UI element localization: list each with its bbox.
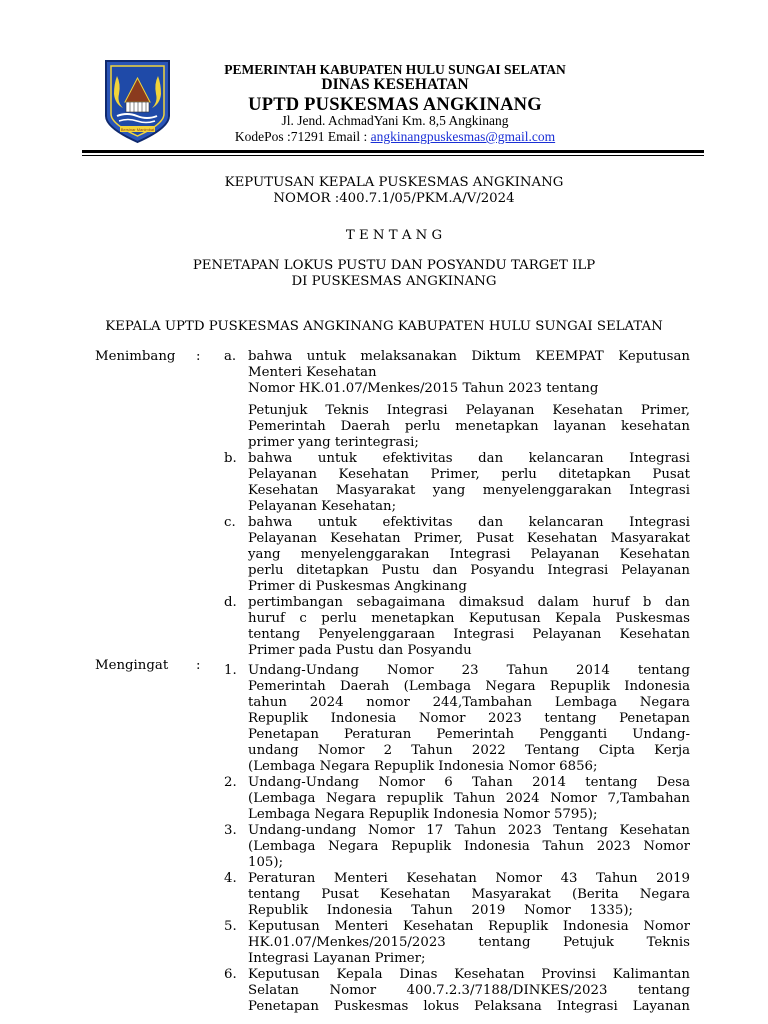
menimbang-marker-b: b. — [224, 451, 237, 466]
decree-number: NOMOR :400.7.1/05/PKM.A/V/2024 — [273, 191, 515, 206]
agency-name: DINAS KESEHATAN — [321, 76, 469, 93]
mengingat-5-line: Integrasi Layanan Primer; — [248, 951, 426, 966]
address: Jl. Jend. AchmadYani Km. 8,5 Angkinang — [281, 113, 509, 128]
menimbang-b-line: Kesehatan Masyarakat yang menyelenggarakan Integrasi — [248, 483, 690, 498]
menimbang-a-line: Nomor HK.01.07/Menkes/2015 Tahun 2023 tentang — [248, 381, 599, 396]
mengingat-3-line: Undang-undang Nomor 17 Tahun 2023 Tentang Kesehatan — [248, 823, 690, 838]
mengingat-marker-5: 5. — [224, 919, 237, 934]
menimbang-d-line: huruf c perlu menetapkan Keputusan Kepala Puskesmas — [248, 611, 690, 626]
mengingat-1-line: Penetapan Peraturan Pemerintah Pengganti Undang- — [248, 727, 690, 742]
mengingat-1-line: Repuplik Indonesia Nomor 2023 tentang Penetapan — [248, 711, 690, 726]
tentang-heading: T E N T A N G — [345, 228, 443, 243]
authority-line: KEPALA UPTD PUSKESMAS ANGKINANG KABUPATEN HULU SUNGAI SELATAN — [105, 319, 663, 334]
mengingat-4-line: Peraturan Menteri Kesehatan Nomor 43 Tahun 2019 — [248, 871, 690, 886]
institution-name: UPTD PUSKESMAS ANGKINANG — [248, 95, 542, 115]
menimbang-d-line: Primer pada Pustu dan Posyandu — [248, 643, 472, 658]
letterhead-rule-thick — [82, 150, 704, 153]
mengingat-colon: : — [196, 658, 201, 673]
mengingat-5-line: HK.01.07/Menkes/2015/2023 tentang Petujuk Teknis — [248, 935, 690, 950]
mengingat-4-line: Republik Indonesia Tahun 2019 Nomor 1335); — [248, 903, 633, 918]
menimbang-b-line: Pelayanan Kesehatan; — [248, 499, 397, 514]
decree-title: KEPUTUSAN KEPALA PUSKESMAS ANGKINANG — [224, 175, 564, 190]
menimbang-a-line: Menteri Kesehatan — [248, 365, 377, 380]
menimbang-a-line: Petunjuk Teknis Integrasi Pelayanan Kesehatan Primer, — [248, 403, 690, 418]
menimbang-marker-d: d. — [224, 595, 237, 610]
mengingat-1-line: (Lembaga Negara Repuplik Indonesia Nomor 6856; — [248, 759, 598, 774]
mengingat-1-line: Pemerintah Daerah (Lembaga Negara Repuplik Indonesia — [248, 679, 690, 694]
menimbang-a-line: bahwa untuk melaksanakan Diktum KEEMPAT Keputusan — [248, 349, 690, 364]
menimbang-c-line: Primer di Puskesmas Angkinang — [248, 579, 467, 594]
menimbang-a-line: Pemerintah Daerah perlu menetapkan layanan kesehatan — [248, 419, 690, 434]
mengingat-marker-3: 3. — [224, 823, 237, 838]
subject-line-1: PENETAPAN LOKUS PUSTU DAN POSYANDU TARGET ILP — [192, 258, 596, 273]
menimbang-c-line: yang menyelenggarakan Integrasi Pelayanan Kesehatan — [248, 547, 690, 562]
government-name: PEMERINTAH KABUPATEN HULU SUNGAI SELATAN — [224, 62, 566, 77]
menimbang-marker-c: c. — [224, 515, 236, 530]
mengingat-2-line: Lembaga Negara Repuplik Indonesia Nomor 5795); — [248, 807, 598, 822]
menimbang-label: Menimbang — [95, 349, 176, 364]
menimbang-b-line: Pelayanan Kesehatan Primer, perlu ditetapkan Pusat — [248, 467, 690, 482]
logo-motto: Bersinar Manimbat — [120, 127, 155, 132]
letterhead-rule-thin — [82, 155, 704, 156]
contact-line — [190, 129, 600, 145]
menimbang-a-line: primer yang terintegrasi; — [248, 435, 419, 450]
letterhead — [0, 0, 768, 160]
mengingat-3-line: 105); — [248, 855, 284, 870]
mengingat-marker-1: 1. — [224, 663, 237, 678]
mengingat-2-line: Undang-Undang Nomor 6 Tahan 2014 tentang Desa — [248, 775, 690, 790]
mengingat-1-line: tahun 2024 nomor 244,Tambahan Lembaga Negara — [248, 695, 690, 710]
mengingat-2-line: (Lembaga Negara repuplik Tahun 2024 Nomor 7,Tambahan — [248, 791, 690, 806]
mengingat-5-line: Keputusan Menteri Kesehatan Repuplik Indonesia Nomor — [248, 919, 690, 934]
mengingat-3-line: (Lembaga Negara Repuplik Indonesia Tahun 2023 Nomor — [248, 839, 690, 854]
mengingat-6-line: Penetapan Puskesmas lokus Pelaksana Integrasi Layanan — [248, 999, 690, 1014]
mengingat-marker-2: 2. — [224, 775, 237, 790]
subject-line-2: DI PUSKESMAS ANGKINANG — [291, 274, 497, 289]
mengingat-1-line: Undang-Undang Nomor 23 Tahun 2014 tentang — [248, 663, 690, 678]
regency-logo — [103, 58, 172, 144]
menimbang-c-line: bahwa untuk efektivitas dan kelancaran Integrasi — [248, 515, 690, 530]
menimbang-b-line: bahwa untuk efektivitas dan kelancaran Integrasi — [248, 451, 690, 466]
mengingat-1-line: undang Nomor 2 Tahun 2022 Tentang Cipta Kerja — [248, 743, 690, 758]
menimbang-colon: : — [196, 349, 201, 364]
menimbang-c-line: perlu ditetapkan Pustu dan Posyandu Integrasi Pelayanan — [248, 563, 690, 578]
mengingat-4-line: tentang Pusat Kesehatan Masyarakat (Berita Negara — [248, 887, 690, 902]
menimbang-marker-a: a. — [224, 349, 237, 364]
menimbang-c-line: Pelayanan Kesehatan Primer, Pusat Kesehatan Masyarakat — [248, 531, 690, 546]
email-link[interactable]: angkinangpuskesmas@gmail.com — [370, 129, 556, 144]
mengingat-marker-4: 4. — [224, 871, 237, 886]
menimbang-d-line: tentang Penyelenggaraan Integrasi Pelayanan Kesehatan — [248, 627, 690, 642]
mengingat-6-line: Selatan Nomor 400.7.2.3/7188/DINKES/2023 tentang — [248, 983, 690, 998]
contact-prefix: KodePos :71291 Email : — [234, 129, 371, 144]
menimbang-d-line: pertimbangan sebagaimana dimaksud dalam huruf b dan — [248, 595, 690, 610]
mengingat-6-line: Keputusan Kepala Dinas Kesehatan Provinsi Kalimantan — [248, 967, 690, 982]
mengingat-label: Mengingat — [95, 658, 169, 673]
mengingat-marker-6: 6. — [224, 967, 237, 982]
